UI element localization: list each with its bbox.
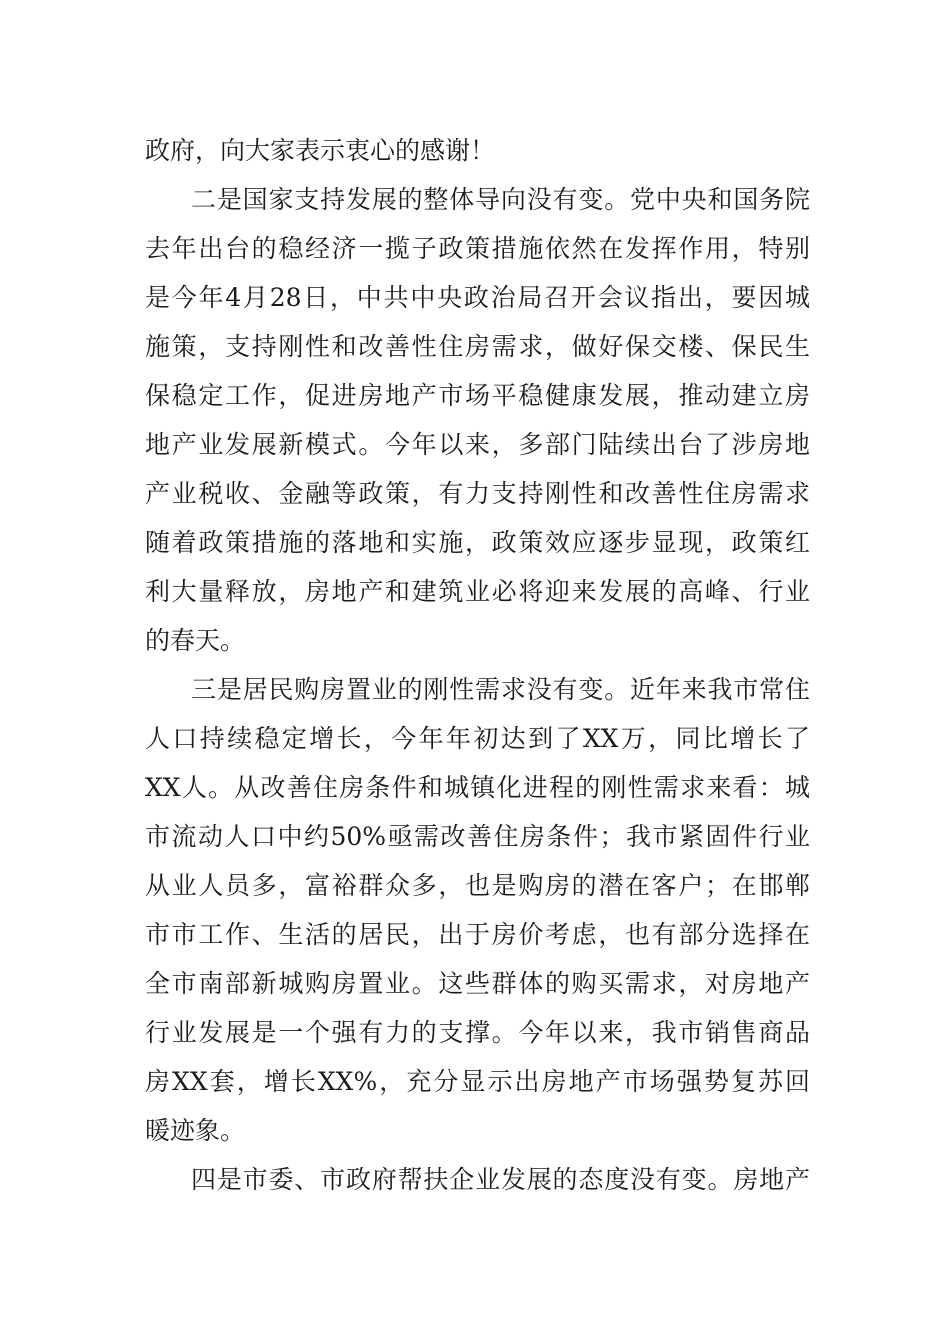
text-line: 行业发展是一个强有力的支撑。今年以来，我市销售商品 — [145, 1018, 810, 1047]
text-line: 政府，向大家表示衷心的感谢！ — [145, 136, 496, 165]
document-body-text — [145, 126, 810, 1204]
text-line: 利大量释放，房地产和建筑业必将迎来发展的高峰、行业 — [145, 577, 810, 606]
text-line: 保稳定工作，促进房地产市场平稳健康发展，推动建立房 — [145, 381, 810, 410]
paragraph-3-first-line: 三是居民购房置业的刚性需求没有变。近年来我市常住 — [191, 675, 810, 704]
paragraph-4-first-line: 四是市委、市政府帮扶企业发展的态度没有变。房地产 — [191, 1165, 810, 1194]
paragraph-2-first-line: 二是国家支持发展的整体导向没有变。党中央和国务院 — [191, 185, 810, 214]
text-line: 全市南部新城购房置业。这些群体的购买需求，对房地产 — [145, 969, 810, 998]
text-line: 从业人员多，富裕群众多，也是购房的潜在客户；在邯郸 — [145, 871, 810, 900]
text-line: 暖迹象。 — [145, 1116, 246, 1145]
text-line: 随着政策措施的落地和实施，政策效应逐步显现，政策红 — [145, 528, 810, 557]
text-line: 去年出台的稳经济一揽子政策措施依然在发挥作用，特别 — [145, 234, 810, 263]
text-line: XX人。从改善住房条件和城镇化进程的刚性需求来看：城 — [145, 773, 810, 802]
text-line: 的春天。 — [145, 626, 246, 655]
text-line: 是今年4月28日，中共中央政治局召开会议指出，要因城 — [145, 283, 810, 312]
text-line: 施策，支持刚性和改善性住房需求，做好保交楼、保民生 — [145, 332, 810, 361]
text-line: 人口持续稳定增长，今年年初达到了XX万，同比增长了 — [145, 724, 810, 753]
text-line: 房XX套，增长XX%，充分显示出房地产市场强势复苏回 — [145, 1067, 810, 1096]
text-line: 地产业发展新模式。今年以来，多部门陆续出台了涉房地 — [145, 430, 810, 459]
text-line: 产业税收、金融等政策，有力支持刚性和改善性住房需求 — [145, 479, 810, 508]
text-line: 市市工作、生活的居民，出于房价考虑，也有部分选择在 — [145, 920, 810, 949]
text-line: 市流动人口中约50%亟需改善住房条件；我市紧固件行业 — [145, 822, 810, 851]
